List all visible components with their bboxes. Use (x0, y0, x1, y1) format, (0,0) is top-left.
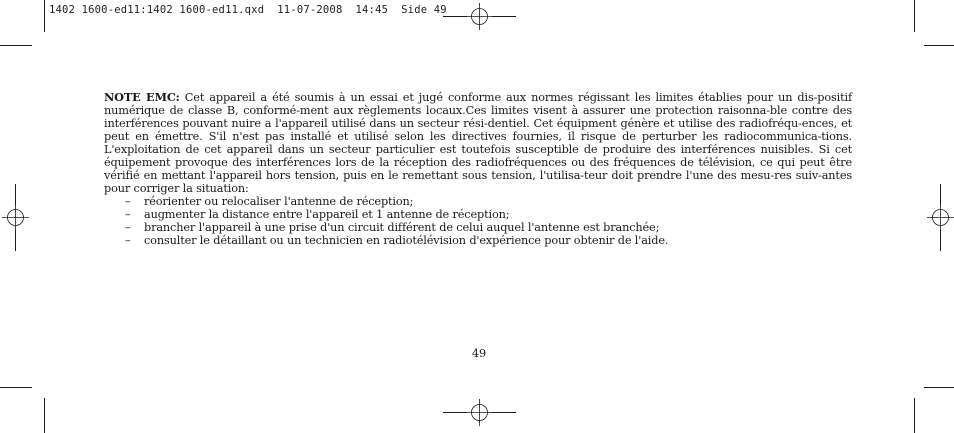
registration-mark-top-icon (466, 3, 493, 30)
list-item-text: brancher l'appareil à une prise d'un circuit différent de celui auquel l'antenne est branchée; (144, 221, 660, 234)
registration-bar-right-top (940, 184, 941, 205)
registration-bar-right-bottom (940, 230, 941, 251)
print-slug: 1402 1600-ed11:1402 1600-ed11.qxd 11-07-2008 14:45 Side 49 (49, 4, 447, 16)
list-item (104, 234, 852, 247)
list-item (104, 221, 852, 234)
list-item (104, 195, 852, 208)
list-bullet-dash: – (125, 195, 131, 208)
registration-bar-left-bottom (15, 230, 16, 251)
page-number: 49 (471, 347, 487, 360)
crop-mark-bottom-left-vertical (44, 398, 45, 433)
list-bullet-dash: – (125, 221, 131, 234)
emc-notice-body: Cet appareil a été soumis à un essai et jugé conforme aux normes régissant les limites établies pour un dis-positif numérique de classe B, conformé-ment aux règlements locaux.Ces limites visent à assurer une protection raisonna-ble contre des interférences pouvant nuire a l'appareil utilisé dans un secteur rési-dentiel. Cet équipment génère et utilise des radiofréqu-ences, et peut en émettre. S'il n'est pas installé et utilisé selon les directives fournies, il risque de perturber les radiocommunica-tions. L'exploitation de cet appareil dans un secteur particulier est toutefois susceptible de produire des interférences nuisibles. Si cet équipement provoque des interférences lors de la réception des radiofréquences ou des fréquences de télévision, ce qui peut être vérifié en mettant l'appareil hors tension, puis en le remettant sous tension, l'utilisa-teur doit prendre l'une des mesu-res suiv-antes pour corriger la situation: (104, 91, 852, 195)
list-bullet-dash: – (125, 208, 131, 221)
list-item-text: consulter le détaillant ou un technicien en radiotélévision d'expérience pour obtenir de l'aide. (144, 234, 669, 247)
crop-mark-bottom-right-horizontal (924, 387, 954, 388)
crop-mark-top-right-horizontal (924, 45, 954, 46)
list-item-text: réorienter ou relocaliser l'antenne de réception; (144, 195, 414, 208)
crop-mark-bottom-right-vertical (914, 398, 915, 433)
crop-mark-top-left-horizontal (0, 45, 32, 46)
emc-notice-lead: NOTE EMC: (104, 90, 180, 104)
list-item-text: augmenter la distance entre l'appareil et 1 antenne de réception; (144, 208, 510, 221)
registration-bar-bottom-right (492, 412, 516, 413)
crop-mark-top-right-vertical (914, 0, 915, 32)
registration-mark-bottom-icon (466, 399, 493, 426)
list-bullet-dash: – (125, 234, 131, 247)
crop-mark-top-left-vertical (44, 0, 45, 32)
registration-mark-right-icon (927, 204, 954, 231)
registration-bar-left-top (15, 184, 16, 205)
corrective-measures-list (104, 195, 852, 247)
emc-notice (104, 91, 852, 247)
crop-mark-bottom-left-horizontal (0, 387, 32, 388)
registration-mark-left-icon (2, 204, 29, 231)
emc-notice-paragraph (104, 91, 852, 195)
list-item (104, 208, 852, 221)
registration-bar-top-right (492, 16, 516, 17)
registration-bar-bottom-left (443, 412, 467, 413)
registration-bar-top-left (443, 16, 467, 17)
